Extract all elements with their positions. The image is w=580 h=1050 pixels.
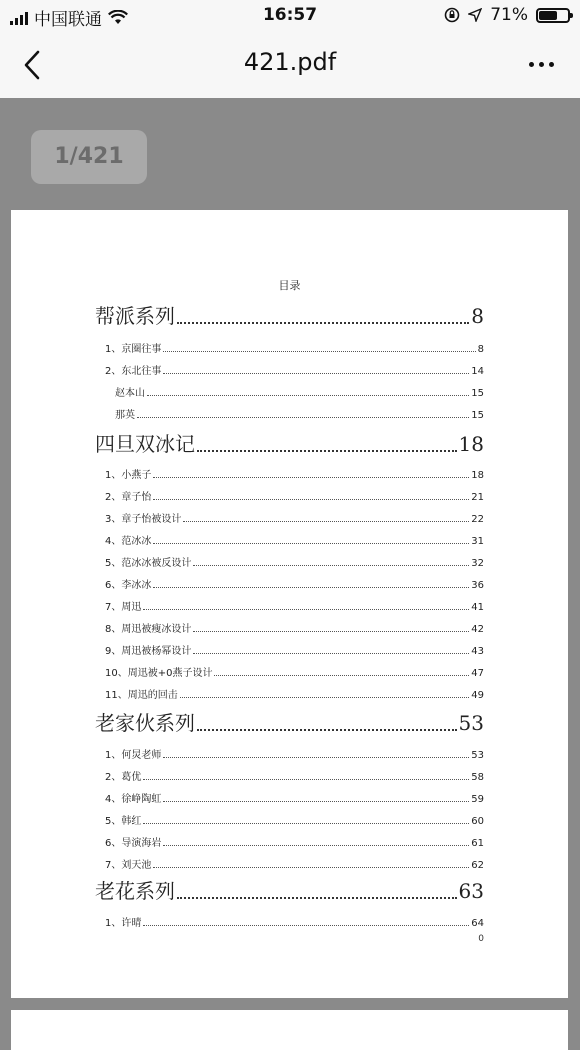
toc-entry-page: 42	[471, 624, 484, 635]
toc-entry-page: 18	[471, 470, 484, 481]
toc-entry-title: 1、京圈往事	[105, 344, 162, 355]
toc-section	[95, 428, 484, 457]
toc-entry-page: 14	[471, 366, 484, 377]
toc-entry-title: 5、韩红	[105, 816, 142, 827]
status-right	[444, 5, 570, 25]
nav-bar	[0, 32, 580, 98]
toc-entry	[105, 834, 484, 849]
toc-leader	[153, 477, 469, 478]
toc-leader	[177, 322, 469, 324]
toc-entry-title: 5、范冰冰被反设计	[105, 558, 192, 569]
clock: 16:57	[262, 5, 318, 25]
battery-fill	[539, 11, 557, 20]
toc-leader	[153, 587, 469, 588]
toc-leader	[163, 757, 469, 758]
toc-entry-title: 2、章子怡	[105, 492, 152, 503]
toc-entry-title: 8、周迅被瘦冰设计	[105, 624, 192, 635]
toc-entry	[105, 340, 484, 355]
toc-leader	[143, 823, 469, 824]
toc-entry	[105, 362, 484, 377]
toc-entry-page: 8	[471, 304, 484, 328]
toc-leader	[197, 729, 457, 731]
page-footer-number: 0	[478, 934, 484, 944]
toc-entry-title: 7、周迅	[105, 602, 142, 613]
toc-entry-title: 老花系列	[95, 879, 175, 903]
toc-entry-title: 1、何炅老师	[105, 750, 162, 761]
toc-entry-title: 9、周迅被杨幂设计	[105, 646, 192, 657]
toc-entry-page: 31	[471, 536, 484, 547]
dot-icon	[539, 62, 544, 67]
toc-entry	[105, 914, 484, 929]
carrier-label: 中国联通	[34, 10, 102, 30]
toc-leader	[197, 450, 457, 452]
toc-entry-page: 22	[471, 514, 484, 525]
battery-icon	[536, 8, 570, 23]
toc-entry-title: 2、葛优	[105, 772, 142, 783]
pdf-page	[11, 210, 568, 998]
toc-heading: 目录	[278, 279, 301, 292]
pdf-viewer[interactable]	[0, 98, 580, 1032]
toc-leader	[163, 801, 469, 802]
toc-entry-page: 59	[471, 794, 484, 805]
toc-entry	[115, 406, 484, 421]
toc-entry-title: 6、李冰冰	[105, 580, 152, 591]
more-button[interactable]	[529, 62, 554, 67]
toc-entry-title: 10、周迅被+0燕子设计	[105, 668, 213, 679]
location-icon	[468, 8, 482, 22]
battery-percent: 71%	[490, 5, 528, 25]
dot-icon	[549, 62, 554, 67]
toc-leader	[180, 697, 470, 698]
toc-entry-page: 18	[458, 432, 484, 456]
toc-entry-title: 赵本山	[115, 388, 145, 399]
toc-entry-title: 那英	[115, 410, 135, 421]
toc-entry-title: 7、刘天池	[105, 860, 152, 871]
toc-entry-page: 63	[458, 879, 484, 903]
toc-leader	[193, 653, 469, 654]
toc-entry-title: 6、导演海岩	[105, 838, 162, 849]
toc-entry-title: 四旦双冰记	[95, 432, 195, 456]
toc-entry	[105, 510, 484, 525]
toc-leader	[183, 521, 469, 522]
toc-entry	[105, 466, 484, 481]
toc-entry-page: 8	[477, 344, 484, 355]
toc-entry-page: 21	[471, 492, 484, 503]
toc-entry	[105, 856, 484, 871]
toc-entry-page: 64	[471, 918, 484, 929]
toc-entry	[105, 768, 484, 783]
toc-entry	[105, 598, 484, 613]
toc-entry-title: 4、徐峥陶虹	[105, 794, 162, 805]
toc-entry-page: 62	[471, 860, 484, 871]
dot-icon	[529, 62, 534, 67]
toc-entry-page: 53	[458, 711, 484, 735]
toc-entry-page: 47	[471, 668, 484, 679]
toc-entry	[105, 576, 484, 591]
toc-entry-title: 1、许晴	[105, 918, 142, 929]
toc-leader	[153, 867, 469, 868]
toc-section	[95, 875, 484, 904]
toc-entry-page: 60	[471, 816, 484, 827]
toc-leader	[153, 543, 469, 544]
toc-entry	[105, 488, 484, 503]
toc-entry	[115, 384, 484, 399]
toc-entry	[105, 620, 484, 635]
toc-entry-title: 3、章子怡被设计	[105, 514, 182, 525]
toc-leader	[163, 373, 469, 374]
toc-leader	[143, 609, 469, 610]
toc-entry-page: 41	[471, 602, 484, 613]
toc-entry	[105, 664, 484, 679]
toc-entry-page: 61	[471, 838, 484, 849]
toc-entry-page: 53	[471, 750, 484, 761]
toc-entry-page: 49	[471, 690, 484, 701]
toc-entry	[105, 532, 484, 547]
toc-entry-title: 1、小燕子	[105, 470, 152, 481]
toc-entry	[105, 790, 484, 805]
toc-entry-page: 58	[471, 772, 484, 783]
toc-leader	[214, 675, 469, 676]
toc-leader	[143, 779, 469, 780]
toc-leader	[163, 845, 469, 846]
toc-entry-title: 2、东北往事	[105, 366, 162, 377]
toc-entry-page: 15	[471, 410, 484, 421]
toc-leader	[147, 395, 469, 396]
toc-leader	[193, 565, 469, 566]
toc-entry-title: 帮派系列	[95, 304, 175, 328]
toc-section	[95, 707, 484, 736]
toc-entry-page: 32	[471, 558, 484, 569]
toc-entry	[105, 812, 484, 827]
status-bar	[0, 0, 580, 32]
toc-entry-title: 老家伙系列	[95, 711, 195, 735]
toc-entry-page: 15	[471, 388, 484, 399]
toc-leader	[143, 925, 469, 926]
toc-leader	[153, 499, 469, 500]
toc-leader	[193, 631, 469, 632]
toc-entry	[105, 642, 484, 657]
toc-leader	[137, 417, 469, 418]
page-indicator: 1/421	[31, 130, 147, 184]
toc-entry-title: 11、周迅的回击	[105, 690, 178, 701]
orientation-lock-icon	[444, 7, 460, 23]
toc-entry	[105, 746, 484, 761]
toc-entry-page: 36	[471, 580, 484, 591]
toc-entry-title: 4、范冰冰	[105, 536, 152, 547]
toc-leader	[163, 351, 475, 352]
toc-entry	[105, 686, 484, 701]
toc-entry-page: 43	[471, 646, 484, 657]
document-title: 421.pdf	[243, 48, 337, 76]
toc-leader	[177, 897, 457, 899]
toc-section	[95, 300, 484, 329]
pdf-page-next	[11, 1010, 568, 1050]
toc-entry	[105, 554, 484, 569]
